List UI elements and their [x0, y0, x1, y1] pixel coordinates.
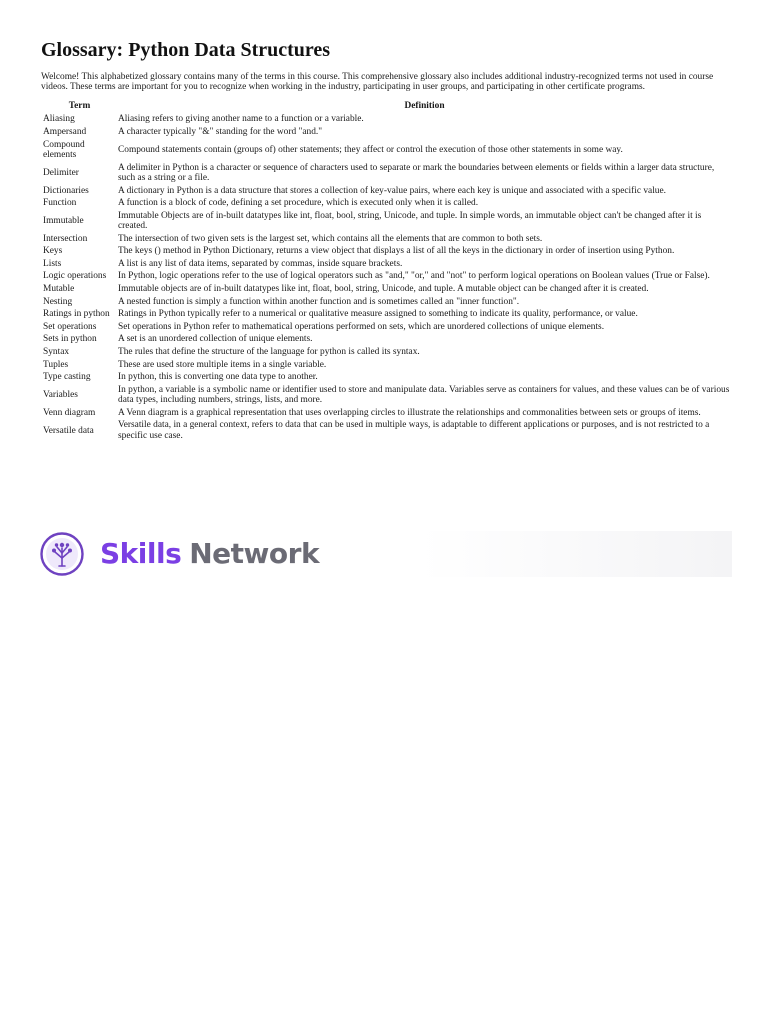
skills-network-wordmark — [100, 531, 319, 577]
glossary-definition: The rules that define the structure of the language for python is called its syntax. — [118, 347, 420, 358]
table-row — [41, 321, 731, 334]
term-column-header: Term — [68, 100, 91, 111]
glossary-term: Ratings in python — [43, 309, 110, 320]
table-row — [41, 384, 731, 407]
glossary-term: Immutable — [43, 215, 84, 226]
glossary-term: Keys — [43, 246, 63, 257]
table-row — [41, 197, 731, 210]
glossary-term: Variables — [43, 390, 78, 401]
glossary-definition: Versatile data, in a general context, refers to data that can be used in multiple ways, is adaptable to different applications or purposes, and is not restricted to a specific use case. — [118, 420, 710, 441]
table-row — [41, 126, 731, 139]
glossary-term: Aliasing — [43, 114, 75, 125]
glossary-term: Tuples — [43, 359, 69, 370]
glossary-definition: Aliasing refers to giving another name to a function or a variable. — [118, 114, 364, 125]
table-row — [41, 308, 731, 321]
glossary-definition: A list is any list of data items, separated by commas, inside square brackets. — [118, 258, 403, 269]
glossary-term: Ampersand — [43, 126, 87, 137]
glossary-definition: In Python, logic operations refer to the use of logical operators such as "and," "or," and "not" to perform logical operations on Boolean values (True or False). — [118, 271, 710, 282]
glossary-term: Intersection — [43, 233, 88, 244]
glossary-definition: A dictionary in Python is a data structure that stores a collection of key-value pairs, where each key is unique and associated with a specific value. — [118, 185, 666, 196]
table-row — [41, 184, 731, 197]
glossary-definition: Ratings in Python typically refer to a numerical or qualitative measure assigned to something to indicate its quality, performance, or value. — [118, 309, 638, 320]
glossary-term: Sets in python — [43, 334, 97, 345]
glossary-definition: A character typically "&" standing for the word "and." — [118, 126, 323, 137]
glossary-term: Logic operations — [43, 271, 107, 282]
table-row — [41, 138, 731, 161]
definition-column-header: Definition — [404, 100, 445, 111]
glossary-term: Compound elements — [43, 139, 85, 160]
glossary-definition: Compound statements contain (groups of) other statements; they affect or control the execution of those other statements in some way. — [118, 144, 623, 155]
logo-word-skills: Skills — [100, 537, 182, 570]
glossary-definition: In python, this is converting one data type to another. — [118, 372, 318, 383]
table-row — [41, 258, 731, 271]
glossary-term: Venn diagram — [43, 407, 96, 418]
glossary-term: Function — [43, 198, 77, 209]
glossary-term: Type casting — [43, 372, 91, 383]
glossary-definition: The intersection of two given sets is the largest set, which contains all the elements that are common to both sets. — [118, 233, 543, 244]
table-row — [41, 371, 731, 384]
glossary-term: Mutable — [43, 284, 75, 295]
table-header-row — [41, 101, 731, 113]
table-row — [41, 210, 731, 233]
table-row — [41, 333, 731, 346]
table-row — [41, 161, 731, 184]
intro-paragraph: Welcome! This alphabetized glossary contains many of the terms in this course. This comprehensive glossary also includes additional industry-recognized terms not used in course videos. These terms are important for you to recognize when working in the industry, participating in user groups, and participating in other certificate programs. — [41, 72, 714, 93]
glossary-definition: A delimiter in Python is a character or sequence of characters used to separate or mark the boundaries between elements or fields within a larger data structure, such as a string or a file. — [118, 162, 715, 183]
table-row — [41, 296, 731, 309]
table-row — [41, 407, 731, 420]
skills-network-tree-icon — [40, 532, 84, 576]
skills-network-logo — [38, 531, 732, 577]
table-row — [41, 359, 731, 372]
glossary-definition: A set is an unordered collection of unique elements. — [118, 334, 313, 345]
glossary-definition: Immutable Objects are of in-built datatypes like int, float, bool, string, Unicode, and tuple. In simple words, an immutable object can't be changed after it is created. — [118, 210, 702, 232]
glossary-definition: The keys () method in Python Dictionary, returns a view object that displays a list of all the keys in the dictionary in order of insertion using Python. — [118, 246, 675, 257]
glossary-definition: In python, a variable is a symbolic name or identifier used to store and manipulate data. Variables serve as containers for values, and these values can be of various data types, including numbers, strings, lists, and more. — [118, 384, 730, 406]
glossary-term: Syntax — [43, 347, 70, 358]
table-row — [41, 233, 731, 246]
logo-word-network: Network — [189, 537, 320, 570]
glossary-document — [41, 38, 731, 442]
glossary-definition: Immutable objects are of in-built datatypes like int, float, bool, string, Unicode, and tuple. A mutable object can be changed after it is created. — [118, 284, 649, 295]
glossary-definition: A function is a block of code, defining a set procedure, which is executed only when it is called. — [118, 198, 479, 209]
glossary-table-body — [41, 113, 731, 442]
table-row — [41, 346, 731, 359]
glossary-term: Nesting — [43, 296, 73, 307]
table-row — [41, 270, 731, 283]
glossary-definition: A Venn diagram is a graphical representation that uses overlapping circles to illustrate the relationships and commonalities between sets or groups of items. — [118, 407, 701, 418]
glossary-term: Lists — [43, 258, 62, 269]
glossary-definition: A nested function is simply a function within another function and is sometimes called an "inner function". — [118, 296, 520, 307]
glossary-term: Set operations — [43, 321, 97, 332]
table-row — [41, 419, 731, 442]
glossary-definition: These are used store multiple items in a single variable. — [118, 359, 327, 370]
glossary-table — [41, 101, 731, 443]
glossary-term: Dictionaries — [43, 185, 89, 196]
table-row — [41, 113, 731, 126]
table-row — [41, 245, 731, 258]
glossary-term: Versatile data — [43, 425, 94, 436]
glossary-term: Delimiter — [43, 167, 79, 178]
glossary-definition: Set operations in Python refer to mathematical operations performed on sets, which are unordered collections of unique elements. — [118, 321, 605, 332]
table-row — [41, 283, 731, 296]
page-title: Glossary: Python Data Structures — [41, 39, 331, 61]
